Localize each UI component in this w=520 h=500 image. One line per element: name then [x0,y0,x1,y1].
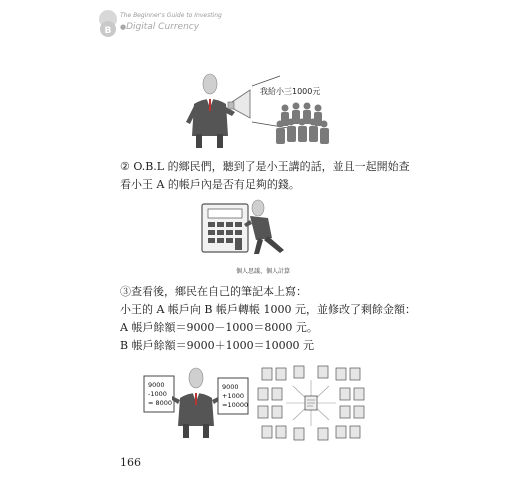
series-title-small: The Beginner's Guide to Investing [120,12,222,19]
svg-text:9000: 9000 [148,381,165,389]
calculator-icon [202,204,248,252]
ledger-holding-illustration [142,364,250,440]
series-title: ●Digital Currency [120,22,200,32]
crowd-icon [276,103,329,145]
paragraph-line: 看小王 A 的帳戶內是否有足夠的錢。 [120,178,300,191]
svg-text:= 8000: = 8000 [148,399,173,407]
page-number: 166 [120,456,141,469]
speaker-man-icon [186,74,235,148]
speech-text: 我給小三1000元 [260,87,321,96]
calculator-pushing-illustration [200,198,300,256]
bullet-icon: ● [120,23,127,31]
paragraph-line: 小王的 A 帳戶向 B 帳戶轉帳 1000 元，並修改了剩餘金額： [120,303,416,316]
figure-caption: 個人思議、個人計算 [236,268,291,275]
distributed-ledger-network-illustration [256,364,366,442]
paragraph-line: ② O.B.L 的鄉民們，聽到了是小王講的話，並且一起開始查 [120,160,410,173]
ledger-document-icon [218,378,248,414]
paragraph-line: A 帳戶餘額＝9000－1000＝8000 元。 [120,321,318,334]
ledger-document-icon [144,376,174,412]
megaphone-announcement-illustration [180,72,340,150]
ledger-holding-man-icon [172,368,220,438]
paragraph-line: B 帳戶餘額＝9000＋1000＝10000 元 [120,339,315,352]
svg-text:+1000: +1000 [222,392,244,400]
svg-text:B: B [104,26,112,36]
svg-text:9000: 9000 [222,383,239,391]
svg-text:=10000: =10000 [222,401,249,409]
center-document-icon [305,396,317,410]
paragraph-line: ③查看後，鄉民在自己的筆記本上寫： [120,285,307,298]
bitcoin-logo-icon [95,8,121,38]
pushing-man-icon [244,200,284,254]
svg-text:-1000: -1000 [148,390,167,398]
